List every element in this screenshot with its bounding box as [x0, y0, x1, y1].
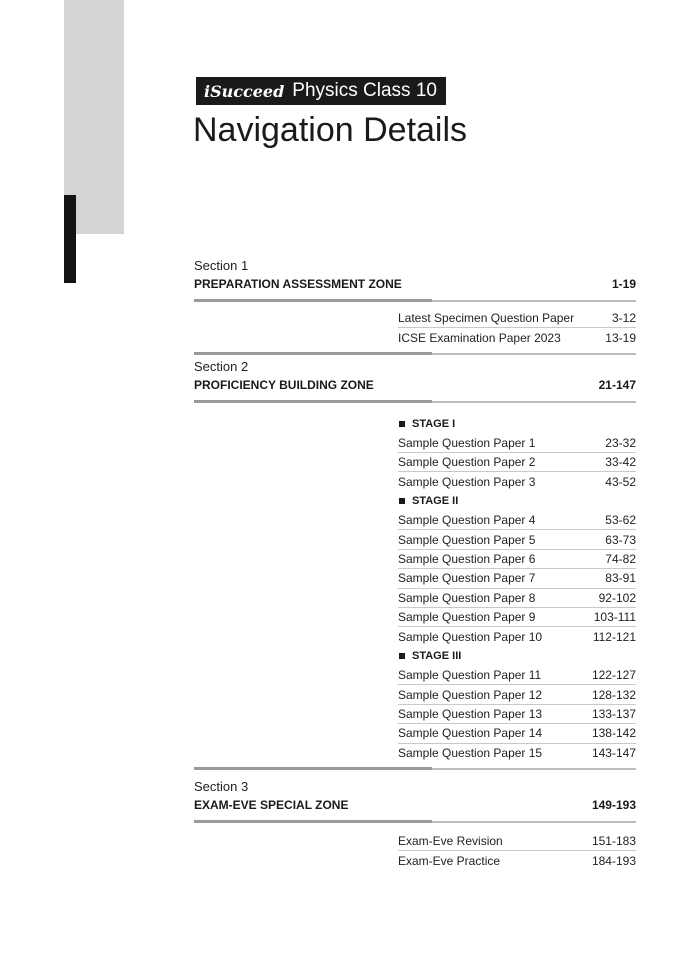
brand-banner — [196, 77, 446, 105]
item-pages: 3-12 — [611, 311, 636, 326]
section-pages: 21-147 — [598, 378, 636, 392]
item-name: Sample Question Paper 10 — [398, 629, 543, 644]
section-3 — [194, 778, 636, 871]
item-pages: 23-32 — [605, 435, 636, 450]
section-divider — [194, 821, 636, 823]
list-item — [398, 685, 636, 704]
section-label: Section 1 — [194, 258, 249, 273]
stage-heading — [398, 647, 636, 666]
item-name: Exam-Eve Practice — [398, 854, 501, 869]
item-name: Sample Question Paper 2 — [398, 454, 536, 469]
section-label: Section 2 — [194, 359, 249, 374]
item-pages: 138-142 — [591, 726, 636, 741]
section-end-divider — [194, 768, 636, 770]
section-name: PROFICIENCY BUILDING ZONE — [194, 378, 374, 392]
item-name: Exam-Eve Revision — [398, 834, 503, 849]
item-pages: 63-73 — [605, 532, 636, 547]
brand-subtitle: Physics Class 10 — [292, 80, 437, 101]
stage-label: STAGE II — [412, 495, 459, 508]
section-item-list — [398, 309, 636, 348]
item-pages: 103-111 — [593, 610, 636, 625]
decorative-black-bar — [64, 195, 76, 283]
section-heading — [194, 796, 636, 814]
stage-heading — [398, 414, 636, 433]
item-pages: 33-42 — [605, 454, 636, 469]
section-heading — [194, 376, 636, 394]
list-item — [398, 851, 636, 870]
item-pages: 122-127 — [591, 668, 636, 683]
section-label: Section 3 — [194, 779, 249, 794]
list-item — [398, 744, 636, 763]
list-item — [398, 472, 636, 491]
square-bullet-icon — [399, 498, 405, 504]
list-item — [398, 328, 636, 347]
list-item — [398, 550, 636, 569]
section-item-list — [398, 414, 636, 763]
list-item — [398, 666, 636, 685]
section-heading — [194, 275, 636, 293]
item-pages: 112-121 — [592, 629, 636, 644]
list-item — [398, 589, 636, 608]
list-item — [398, 832, 636, 851]
item-pages: 53-62 — [605, 513, 636, 528]
section-2 — [194, 358, 636, 770]
item-name: Sample Question Paper 9 — [398, 610, 536, 625]
section-name: EXAM-EVE SPECIAL ZONE — [194, 798, 349, 812]
item-name: Sample Question Paper 8 — [398, 590, 536, 605]
section-pages: 149-193 — [591, 798, 636, 812]
section-name: PREPARATION ASSESSMENT ZONE — [194, 277, 402, 291]
item-name: Sample Question Paper 3 — [398, 474, 536, 489]
list-item — [398, 705, 636, 724]
item-pages: 92-102 — [598, 590, 636, 605]
square-bullet-icon — [399, 653, 405, 659]
list-item — [398, 433, 636, 452]
item-pages: 151-183 — [591, 834, 636, 849]
list-item — [398, 627, 636, 646]
item-name: Sample Question Paper 7 — [398, 571, 536, 586]
section-divider — [194, 401, 636, 403]
item-name: Sample Question Paper 4 — [398, 513, 536, 528]
list-item — [398, 511, 636, 530]
section-end-divider — [194, 353, 636, 355]
item-pages: 43-52 — [605, 474, 636, 489]
list-item — [398, 569, 636, 588]
stage-label: STAGE III — [412, 650, 462, 663]
page-title: Navigation Details — [193, 111, 468, 149]
item-pages: 128-132 — [591, 687, 636, 702]
item-name: Sample Question Paper 12 — [398, 687, 543, 702]
item-name: Sample Question Paper 1 — [398, 435, 536, 450]
item-name: Sample Question Paper 13 — [398, 707, 543, 722]
list-item — [398, 724, 636, 743]
item-name: Latest Specimen Question Paper — [398, 311, 575, 326]
list-item — [398, 608, 636, 627]
square-bullet-icon — [399, 421, 405, 427]
item-pages: 143-147 — [591, 746, 636, 761]
list-item — [398, 453, 636, 472]
item-pages: 133-137 — [591, 707, 636, 722]
list-item — [398, 309, 636, 328]
item-name: Sample Question Paper 6 — [398, 551, 536, 566]
section-1 — [194, 257, 636, 355]
item-pages: 74-82 — [605, 551, 636, 566]
item-name: ICSE Examination Paper 2023 — [398, 331, 561, 346]
item-name: Sample Question Paper 11 — [398, 668, 542, 683]
section-divider — [194, 300, 636, 302]
item-pages: 184-193 — [591, 854, 636, 869]
stage-label: STAGE I — [412, 417, 456, 430]
item-name: Sample Question Paper 15 — [398, 746, 543, 761]
item-pages: 13-19 — [605, 331, 636, 346]
section-item-list — [398, 832, 636, 871]
item-pages: 83-91 — [605, 571, 636, 586]
item-name: Sample Question Paper 14 — [398, 726, 543, 741]
stage-heading — [398, 492, 636, 511]
list-item — [398, 530, 636, 549]
brand-logo: iSucceed — [204, 81, 285, 101]
section-pages: 1-19 — [611, 277, 636, 291]
item-name: Sample Question Paper 5 — [398, 532, 536, 547]
